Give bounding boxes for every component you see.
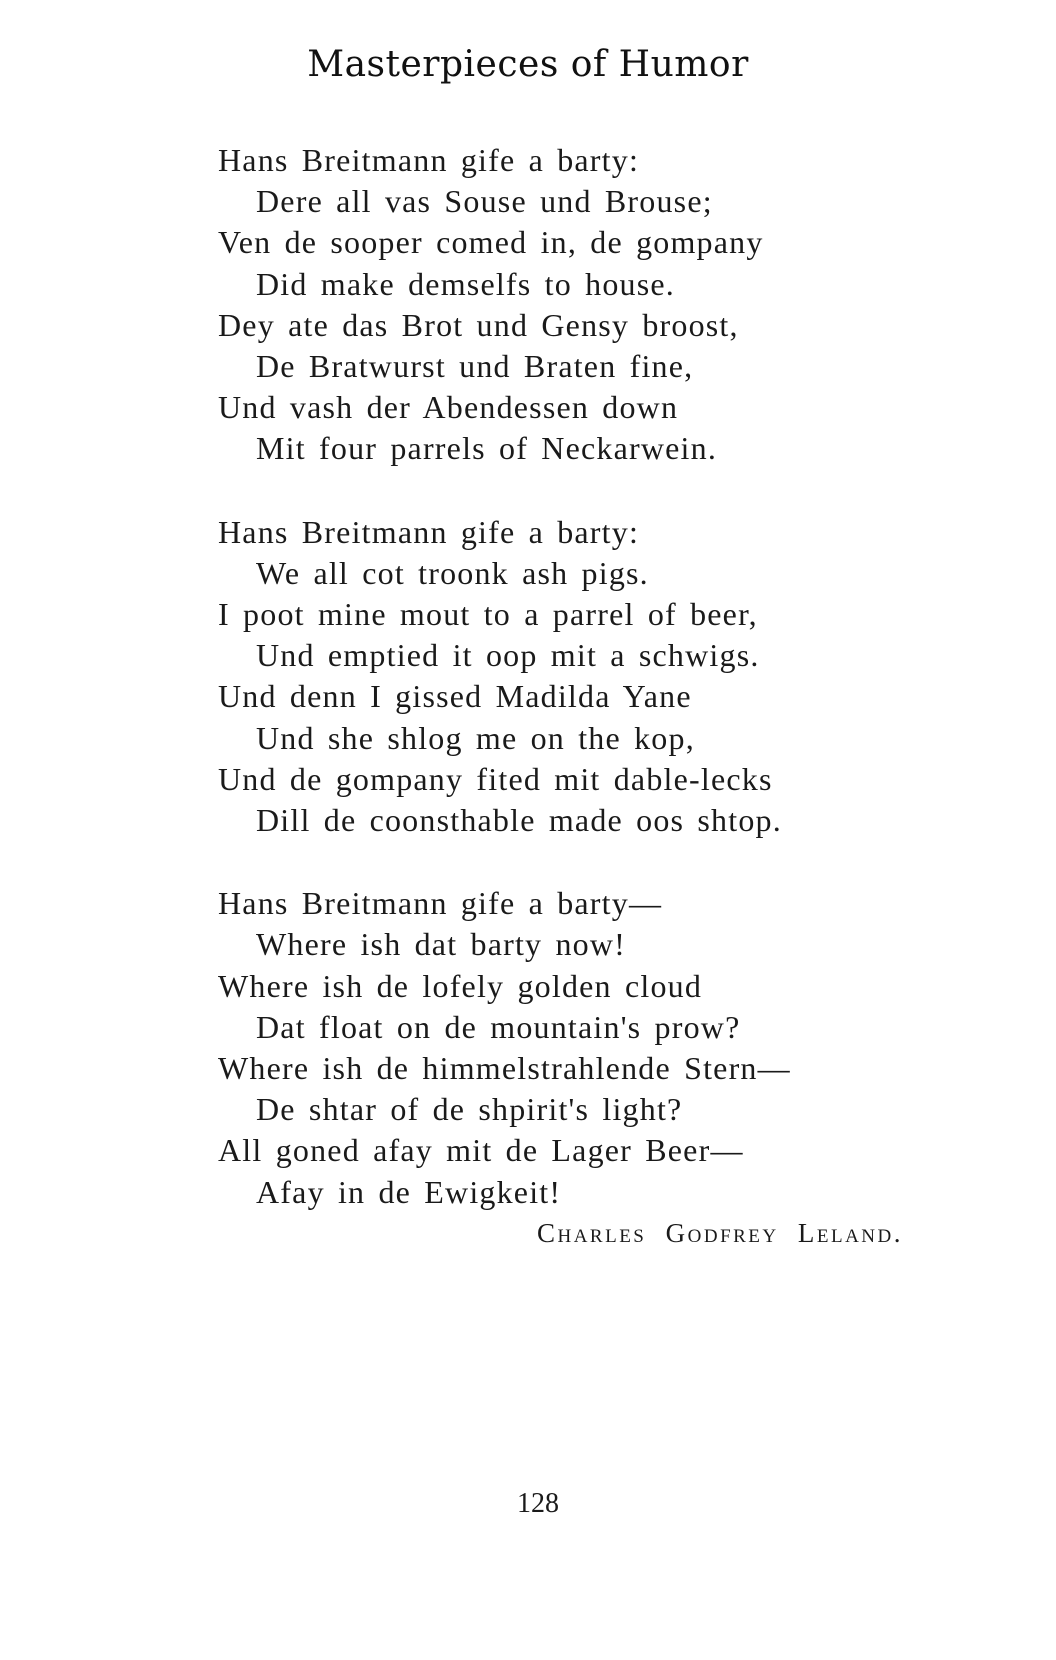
poem-line: Ven de sooper comed in, de gompany bbox=[218, 224, 764, 261]
poem-line: Hans Breitmann gife a barty: bbox=[218, 142, 640, 178]
stanza bbox=[218, 883, 978, 1213]
poem-line: Dere all vas Souse und Brouse; bbox=[256, 183, 713, 220]
poem-line: Und vash der Abendessen down bbox=[218, 389, 679, 426]
poem-line: Und emptied it oop mit a schwigs. bbox=[256, 637, 760, 674]
poem-line: Und she shlog me on the kop, bbox=[256, 719, 695, 756]
poem-line: Mit four parrels of Neckarwein. bbox=[256, 430, 718, 467]
poem-line: Where ish dat barty now! bbox=[256, 926, 627, 963]
poem-line: Und denn I gissed Madilda Yane bbox=[218, 678, 692, 715]
poem-line: Dat float on de mountain's prow? bbox=[256, 1008, 741, 1045]
stanza bbox=[218, 140, 978, 470]
poem-line: De Bratwurst und Braten fine, bbox=[256, 348, 694, 385]
stanza bbox=[218, 512, 978, 842]
poem-line: All goned afay mit de Lager Beer— bbox=[218, 1132, 744, 1169]
poem-line: Where ish de lofely golden cloud bbox=[218, 967, 703, 1004]
poem-line: Did make demselfs to house. bbox=[256, 265, 675, 302]
poem-line: I poot mine mout to a parrel of beer, bbox=[218, 596, 758, 633]
poem bbox=[218, 140, 978, 1255]
poem-line: Und de gompany fited mit dable-lecks bbox=[218, 760, 773, 797]
running-head: Masterpieces of Humor bbox=[307, 44, 749, 85]
poem-line: Afay in de Ewigkeit! bbox=[256, 1173, 562, 1210]
poem-line: Hans Breitmann gife a barty— bbox=[218, 885, 663, 922]
poem-line: Where ish de himmelstrahlende Stern— bbox=[218, 1050, 791, 1087]
poem-line: We all cot troonk ash pigs. bbox=[256, 554, 649, 591]
author-attribution: Charles Godfrey Leland. bbox=[536, 1218, 903, 1248]
page-number: 128 bbox=[517, 1488, 559, 1519]
poem-line: De shtar of de shpirit's light? bbox=[256, 1091, 683, 1128]
poem-line: Hans Breitmann gife a barty: bbox=[218, 513, 640, 550]
poem-line: Dill de coonsthable made oos shtop. bbox=[256, 802, 782, 839]
poem-line: Dey ate das Brot und Gensy broost, bbox=[218, 306, 739, 343]
